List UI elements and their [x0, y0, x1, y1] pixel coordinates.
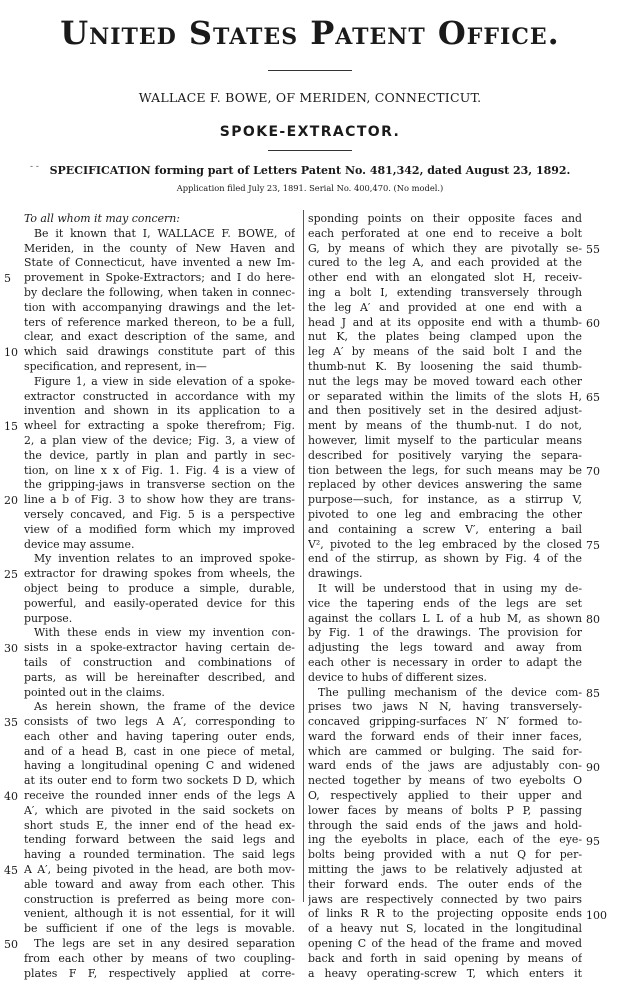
- specification-line: SPECIFICATION forming part of Letters Patent No. 481,342, dated August 23, 1892.: [49, 164, 571, 177]
- invention-title: SPOKE-EXTRACTOR.: [219, 124, 401, 140]
- line-number: 15: [4, 420, 18, 434]
- text-line: the gripping-jaws in transverse section on the: [24, 478, 295, 492]
- text-line: having a rounded termination. The said legs: [24, 848, 295, 862]
- line-number: 30: [4, 642, 18, 656]
- line-number: 65: [586, 390, 600, 404]
- line-number: 40: [4, 790, 18, 804]
- text-line: drawings.: [308, 567, 363, 581]
- text-line: device to hubs of different sizes.: [308, 670, 487, 684]
- text-line: receive the rounded inner ends of the legs A: [24, 789, 295, 803]
- text-line: clear, and exact description of the same, and: [24, 330, 295, 344]
- text-line: plates F F, respectively applied at corre-: [24, 966, 295, 980]
- text-line: their forward ends. The outer ends of the: [308, 877, 582, 891]
- line-number: 35: [4, 716, 18, 730]
- text-line: at its outer end to form two sockets D D, which: [24, 774, 295, 788]
- text-line: Be it known that I, WALLACE F. BOWE, of: [34, 226, 295, 240]
- text-line: by Fig. 1 of the drawings. The provision for: [308, 626, 582, 640]
- text-line: ters of reference marked thereon, to be a full,: [24, 315, 295, 329]
- text-line: short studs E, the inner end of the head ex-: [24, 818, 295, 832]
- text-line: or separated within the limits of the slots H,: [308, 389, 582, 403]
- text-line: It will be understood that in using my de-: [318, 581, 582, 595]
- text-line: replaced by other devices answering the same: [308, 478, 582, 492]
- text-line: My invention relates to an improved spoke-: [34, 552, 295, 566]
- text-line: 2, a plan view of the device; Fig. 3, a view of: [24, 433, 295, 447]
- text-line: and then positively set in the desired adjust-: [308, 404, 582, 418]
- text-line: each other is necessary in order to adapt the: [308, 655, 582, 669]
- text-line: nut the legs may be moved toward each other: [308, 374, 582, 388]
- text-line: other end with an elongated slot H, receiv-: [308, 271, 582, 285]
- text-line: end of the stirrup, as shown by Fig. 4 of the: [308, 552, 582, 566]
- text-line: As herein shown, the frame of the device: [34, 700, 295, 714]
- text-line: construction is preferred as being more con-: [24, 892, 295, 906]
- line-number: 60: [586, 316, 600, 330]
- line-number: 25: [4, 568, 18, 582]
- text-line: from each other by means of two coupling-: [24, 951, 295, 965]
- text-line: cured to the leg A, and each provided at the: [308, 256, 582, 270]
- patent-office-heading: United States Patent Office.: [60, 14, 560, 52]
- text-line: purpose.: [24, 611, 73, 625]
- text-line: wheel for extracting a spoke therefrom; Fig.: [24, 419, 295, 433]
- text-line: which are cammed or bulging. The said for-: [308, 744, 582, 758]
- text-line: mitting the jaws to be relatively adjusted at: [308, 863, 582, 877]
- text-line: the device, partly in plan and partly in sec-: [24, 448, 295, 462]
- text-line: line a b of Fig. 3 to show how they are trans-: [24, 493, 295, 507]
- line-number: 70: [586, 464, 600, 478]
- text-line: venient, although it is not essential, for it will: [24, 907, 295, 921]
- text-line: back and forth in said opening by means of: [308, 951, 582, 965]
- text-line: able toward and away from each other. This: [24, 877, 295, 891]
- text-line: of a heavy nut S, located in the longitudinal: [308, 922, 582, 936]
- text-line: To all whom it may concern:: [24, 212, 180, 225]
- left-column: [24, 212, 295, 981]
- text-line: and of a head B, cast in one piece of metal,: [24, 744, 295, 758]
- text-line: through the said ends of the jaws and hold-: [308, 818, 582, 832]
- text-line: having a longitudinal opening C and widened: [24, 759, 295, 773]
- text-line: ward ends of the jaws are adjustably con-: [308, 759, 582, 773]
- text-line: prises two jaws N N, having transversely-: [308, 700, 582, 714]
- text-line: described for positively varying the separa-: [308, 448, 582, 462]
- text-line: device may assume.: [24, 537, 135, 551]
- text-line: lower faces by means of bolts P P, passing: [308, 803, 582, 817]
- text-line: of links R R to the projecting opposite ends: [308, 907, 582, 921]
- text-line: extractor for drawing spokes from wheels, the: [24, 567, 295, 581]
- text-line: ward the forward ends of their inner faces,: [308, 729, 582, 743]
- text-line: opening C of the head of the frame and moved: [308, 937, 582, 951]
- text-line: Figure 1, a view in side elevation of a spoke-: [34, 374, 295, 388]
- text-line: invention and shown in its application to a: [24, 404, 295, 418]
- text-line: tending forward between the said legs and: [24, 833, 295, 847]
- text-line: however, limit myself to the particular means: [308, 433, 582, 447]
- text-line: bolts being provided with a nut Q for per-: [308, 848, 582, 862]
- text-line: and containing a screw V′, entering a bail: [308, 522, 582, 536]
- margin-mark: - -: [30, 162, 39, 172]
- text-line: concaved gripping-surfaces N′ N′ formed to-: [308, 715, 582, 729]
- header-divider: [268, 70, 352, 71]
- text-line: jaws are respectively connected by two pairs: [308, 892, 582, 906]
- text-line: by declare the following, when taken in connec-: [24, 285, 295, 299]
- line-number: 90: [586, 760, 600, 774]
- text-line: A′, which are pivoted in the said sockets on: [24, 803, 295, 817]
- text-line: purpose—such, for instance, as a stirrup V,: [308, 493, 582, 507]
- line-number: 50: [4, 938, 18, 952]
- text-line: vice the tapering ends of the legs are set: [308, 596, 582, 610]
- line-number: 55: [586, 242, 600, 256]
- text-line: view of a modified form which my improved: [24, 522, 295, 536]
- text-line: tion, on line x x of Fig. 1. Fig. 4 is a view of: [24, 463, 295, 477]
- column-divider: [303, 210, 304, 902]
- text-line: powerful, and easily-operated device for this: [24, 596, 295, 610]
- text-line: which said drawings constitute part of this: [24, 345, 295, 359]
- text-line: State of Connecticut, have invented a new Im-: [24, 256, 295, 270]
- line-number: 75: [586, 538, 600, 552]
- text-line: tion between the legs, for such means may be: [308, 463, 582, 477]
- text-line: a heavy operating-screw T, which enters it: [308, 966, 582, 980]
- text-line: nut K, the plates being clamped upon the: [308, 330, 582, 344]
- text-line: pointed out in the claims.: [24, 685, 165, 699]
- text-line: head J and at its opposite end with a thumb-: [308, 315, 582, 329]
- title-divider: [268, 150, 352, 151]
- text-line: ment by means of the thumb-nut. I do not,: [308, 419, 582, 433]
- right-column: [308, 212, 582, 981]
- line-number: 45: [4, 864, 18, 878]
- text-line: Meriden, in the county of New Haven and: [24, 241, 295, 255]
- line-number: 5: [4, 272, 11, 286]
- text-line: thumb-nut K. By loosening the said thumb-: [308, 359, 582, 373]
- line-number: 100: [586, 908, 607, 922]
- line-number: 20: [4, 494, 18, 508]
- line-number: 85: [586, 686, 600, 700]
- text-line: The legs are set in any desired separation: [34, 937, 295, 951]
- text-line: adjusting the legs toward and away from: [308, 641, 582, 655]
- text-line: G, by means of which they are pivotally se-: [308, 241, 582, 255]
- text-line: leg A′ by means of the said bolt I and the: [308, 345, 582, 359]
- text-line: object being to produce a simple, durable,: [24, 581, 295, 595]
- text-line: ing the eyebolts in place, each of the eye-: [308, 833, 582, 847]
- line-number: 80: [586, 612, 600, 626]
- text-line: each other and having tapering outer ends,: [24, 729, 295, 743]
- text-line: V², pivoted to the leg embraced by the closed: [308, 537, 582, 551]
- text-line: With these ends in view my invention con-: [34, 626, 295, 640]
- text-line: pivoted to one leg and embracing the other: [308, 507, 582, 521]
- text-line: extractor constructed in accordance with my: [24, 389, 295, 403]
- text-line: specification, and represent, in—: [24, 359, 207, 373]
- application-line: Application filed July 23, 1891. Serial No. 400,470. (No model.): [176, 183, 444, 193]
- inventor-line: WALLACE F. BOWE, OF MERIDEN, CONNECTICUT.: [138, 90, 482, 105]
- text-line: provement in Spoke-Extractors; and I do here-: [24, 271, 295, 285]
- text-line: sists in a spoke-extractor having certain de-: [24, 641, 295, 655]
- text-line: tails of construction and combinations of: [24, 655, 295, 669]
- text-line: tion with accompanying drawings and the let-: [24, 300, 295, 314]
- text-line: the leg A′ and provided at one end with a: [308, 300, 582, 314]
- text-line: consists of two legs A A′, corresponding to: [24, 715, 295, 729]
- text-line: versely concaved, and Fig. 5 is a perspective: [24, 507, 295, 521]
- text-line: nected together by means of two eyebolts O: [308, 774, 582, 788]
- text-line: The pulling mechanism of the device com-: [318, 685, 582, 699]
- text-line: against the collars L L of a hub M, as shown: [308, 611, 582, 625]
- text-line: each perforated at one end to receive a bolt: [308, 226, 582, 240]
- text-line: sponding points on their opposite faces and: [308, 212, 582, 225]
- line-number: 10: [4, 346, 18, 360]
- text-line: be sufficient if one of the legs is movable.: [24, 922, 295, 936]
- text-line: ing a bolt I, extending transversely through: [308, 285, 582, 299]
- text-line: parts, as will be hereinafter described, and: [24, 670, 295, 684]
- line-number: 95: [586, 834, 600, 848]
- text-line: A A′, being pivoted in the head, are both mov-: [24, 863, 295, 877]
- text-line: O, respectively applied to their upper and: [308, 789, 582, 803]
